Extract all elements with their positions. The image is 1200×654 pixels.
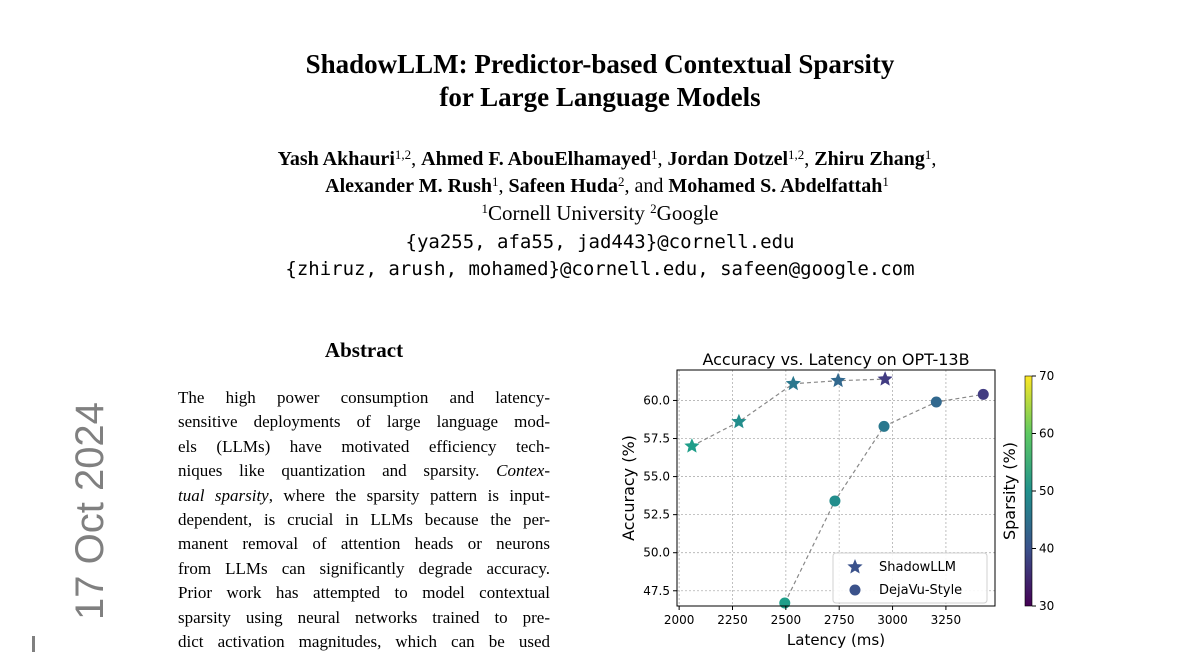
- legend-label-dejavu: DejaVu-Style: [879, 583, 963, 598]
- author-affiliation-marker: 1: [651, 147, 658, 162]
- dejavu-point: [978, 389, 989, 400]
- y-tick-label: 60.0: [643, 393, 670, 408]
- colorbar-tick-label: 30: [1039, 599, 1055, 613]
- email-line-2: {zhiruz, arush, mohamed}@cornell.edu, safeen@google.com: [285, 258, 915, 280]
- author-separator: , and: [624, 175, 669, 197]
- abstract-heading: Abstract: [324, 338, 404, 362]
- shadowllm-point: [831, 373, 846, 387]
- author-name: Alexander M. Rush: [325, 175, 493, 197]
- author-separator: ,: [657, 148, 668, 170]
- author-separator: ,: [411, 148, 422, 170]
- abstract-line: dependent, is crucial in LLMs because the per-: [178, 509, 550, 529]
- abstract-line: tual sparsity, where the sparsity pattern is input-: [178, 485, 550, 505]
- y-tick-label: 52.5: [643, 507, 670, 522]
- author-affiliation-marker: 1: [924, 147, 932, 162]
- chart-title: Accuracy vs. Latency on OPT-13B: [702, 350, 970, 369]
- affiliations: [0, 200, 1200, 227]
- colorbar-label: Sparsity (%): [1000, 442, 1019, 540]
- author-affiliation-marker: 2: [618, 174, 625, 189]
- colorbar-tick-label: 60: [1039, 426, 1055, 441]
- author-name: Yash Akhauri: [277, 148, 395, 170]
- y-tick-label: 50.0: [643, 545, 670, 560]
- author-name: Mohamed S. Abdelfattah: [668, 175, 883, 197]
- abstract-line: The high power consumption and latency-: [178, 388, 550, 407]
- abstract-line: manent removal of attention heads or neurons: [178, 534, 550, 554]
- abstract-line: dict activation magnitudes, which can be used: [178, 631, 550, 651]
- dejavu-point: [779, 597, 790, 608]
- y-tick-label: 57.5: [643, 431, 670, 446]
- colorbar-tick-label: 70: [1039, 369, 1055, 383]
- author-separator: ,: [804, 148, 815, 170]
- paper-title: [0, 48, 1200, 114]
- affiliation-google: Google: [656, 201, 719, 225]
- x-tick-label: 3000: [877, 613, 908, 627]
- series-line-shadowllm: [692, 379, 885, 446]
- abstract-line: sparsity using neural networks trained to pre-: [178, 607, 550, 627]
- paper-title-line-2: for Large Language Models: [439, 82, 761, 112]
- accuracy-latency-chart: [600, 340, 1070, 648]
- dejavu-point: [829, 495, 840, 506]
- legend: [833, 553, 987, 603]
- author-affiliation-marker: 1: [882, 174, 889, 189]
- dejavu-point: [879, 421, 890, 432]
- author-name: Ahmed F. AbouElhamayed: [421, 148, 651, 170]
- author-separator: ,: [498, 175, 509, 197]
- author-list: [0, 146, 1200, 200]
- affiliation-marker: 1: [481, 201, 488, 216]
- author-affiliation-marker: 1,2: [788, 147, 805, 162]
- shadowllm-point: [684, 438, 699, 453]
- y-axis-label: Accuracy (%): [619, 435, 638, 541]
- legend-circle-marker: [850, 585, 861, 596]
- x-tick-label: 2000: [663, 613, 695, 627]
- colorbar-tick-label: 40: [1039, 541, 1055, 556]
- abstract-line: sensitive deployments of large language mod-: [178, 412, 550, 432]
- arxiv-stamp-divider: [32, 636, 35, 652]
- colorbar-tick-label: 50: [1039, 484, 1055, 498]
- dejavu-point: [931, 396, 942, 407]
- email-line-1: {ya255, afa55, jad443}@cornell.edu: [405, 231, 795, 253]
- author-name: Zhiru Zhang: [814, 148, 925, 170]
- author-line-1: [0, 146, 1200, 173]
- abstract-line: els (LLMs) have motivated efficiency tech-: [178, 436, 550, 456]
- author-separator: ,: [931, 148, 937, 170]
- x-tick-label: 2250: [717, 613, 748, 627]
- x-tick-label: 2500: [770, 613, 802, 627]
- author-line-2: [0, 173, 1200, 200]
- paper-title-line-1: ShadowLLM: Predictor-based Contextual Sparsity: [305, 49, 895, 79]
- arxiv-date-stamp: 17 Oct 2024: [68, 402, 112, 620]
- abstract-line: Prior work has attempted to model contextual: [178, 583, 550, 603]
- abstract-text: [178, 386, 550, 654]
- abstract-line: niques like quantization and sparsity. Contex-: [178, 461, 550, 481]
- author-affiliation-marker: 1: [492, 174, 499, 189]
- shadowllm-point: [878, 371, 893, 386]
- colorbar: [1025, 376, 1032, 606]
- legend-label-shadowllm: ShadowLLM: [879, 560, 956, 575]
- author-name: Safeen Huda: [508, 175, 619, 197]
- x-axis-label: Latency (ms): [786, 631, 886, 648]
- y-tick-label: 47.5: [643, 583, 670, 598]
- affiliation-marker: 2: [650, 201, 657, 216]
- abstract-line: from LLMs can significantly degrade accuracy.: [178, 558, 550, 578]
- x-tick-label: 2750: [823, 613, 855, 627]
- author-affiliation-marker: 1,2: [394, 147, 412, 162]
- y-tick-label: 55.0: [643, 469, 670, 484]
- shadowllm-point: [731, 414, 746, 428]
- x-tick-label: 3250: [930, 613, 962, 627]
- affiliation-cornell: Cornell University: [488, 201, 651, 225]
- author-name: Jordan Dotzel: [667, 148, 789, 170]
